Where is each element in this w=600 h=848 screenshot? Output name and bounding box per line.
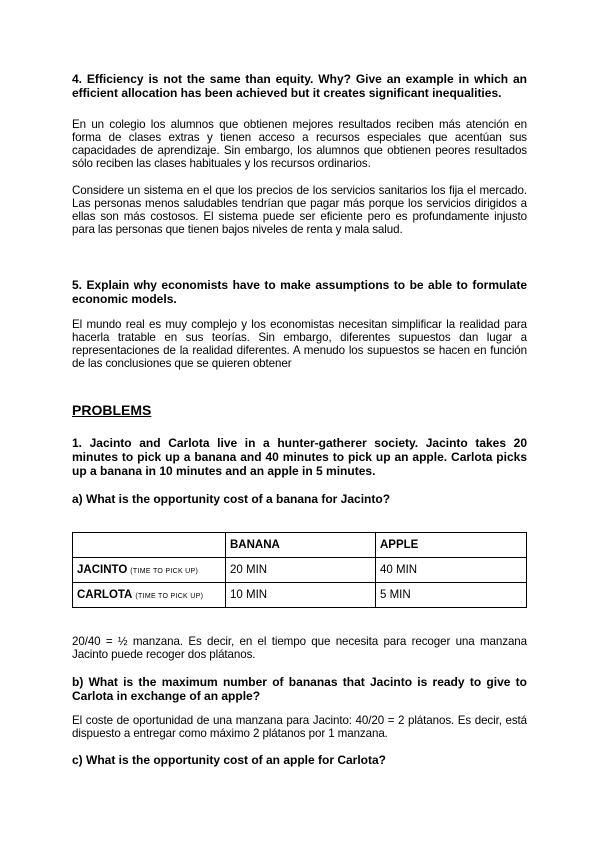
problem-1-statement: 1. Jacinto and Carlota live in a hunter-gatherer society. Jacinto takes 20 minutes to pick up a banana and 40 minutes to pick up an apple. Carlota picks up a banana in 10 minutes and an apple in 5 minutes. <box>72 436 527 478</box>
problem-1-question-a: a) What is the opportunity cost of a banana for Jacinto? <box>72 492 391 506</box>
table-header-row <box>73 533 527 558</box>
table-header-apple: APPLE <box>376 533 527 558</box>
row-name: JACINTO <box>77 564 128 576</box>
table-cell-banana: 20 MIN <box>226 558 376 583</box>
table-header-banana: BANANA <box>226 533 376 558</box>
row-name: CARLOTA <box>77 589 133 601</box>
problems-heading: PROBLEMS <box>72 402 152 418</box>
problem-1-question-b: b) What is the maximum number of bananas that Jacinto is ready to give to Carlota in exchange of an apple? <box>72 675 527 703</box>
table-row <box>73 583 527 608</box>
row-note: (TIME TO PICK UP) <box>135 593 204 600</box>
problem-1-answer-a: 20/40 = ½ manzana. Es decir, en el tiempo que necesita para recoger una manzana Jacinto puede recoger dos plátanos. <box>72 635 527 661</box>
table-row-label <box>73 583 226 608</box>
table-header-cell <box>73 533 226 558</box>
row-note: (TIME TO PICK UP) <box>130 568 199 575</box>
table-cell-apple: 40 MIN <box>376 558 527 583</box>
problem-1-question-c: c) What is the opportunity cost of an apple for Carlota? <box>72 753 387 767</box>
time-table <box>72 532 527 608</box>
question-4: 4. Efficiency is not the same than equity. Why? Give an example in which an efficient allocation has been achieved but it creates significant inequalities. <box>72 72 527 100</box>
table-cell-banana: 10 MIN <box>226 583 376 608</box>
table-row-label <box>73 558 226 583</box>
problem-1-answer-b: El coste de oportunidad de una manzana para Jacinto: 40/20 = 2 plátanos. Es decir, está dispuesto a entregar como máximo 2 plátanos por 1 manzana. <box>72 714 527 740</box>
question-5: 5. Explain why economists have to make assumptions to be able to formulate economic models. <box>72 278 527 306</box>
question-5-answer: El mundo real es muy complejo y los economistas necesitan simplificar la realidad para hacerla tratable en sus teorías. Sin embargo, diferentes supuestos dan lugar a representaciones de la realidad diferentes. A menudo los supuestos se hacen en función de las conclusiones que se quieren obtener <box>72 318 527 370</box>
table-cell-apple: 5 MIN <box>376 583 527 608</box>
question-4-answer-paragraph-2: Considere un sistema en el que los precios de los servicios sanitarios los fija el mercado. Las personas menos saludables tendrían que pagar más porque los servicios dirigidos a ellas son más costosos. El sistema puede ser eficiente pero es profundamente injusto para las personas que tienen bajos niveles de renta y mala salud. <box>72 184 527 236</box>
table-row <box>73 558 527 583</box>
question-4-answer-paragraph-1: En un colegio los alumnos que obtienen mejores resultados reciben más atención en forma de clases extras y tienen acceso a recursos especiales que acentúan sus capacidades de aprendizaje. Sin embargo, los alumnos que obtienen peores resultados sólo reciben las clases habituales y los recursos ordinarios. <box>72 118 527 170</box>
